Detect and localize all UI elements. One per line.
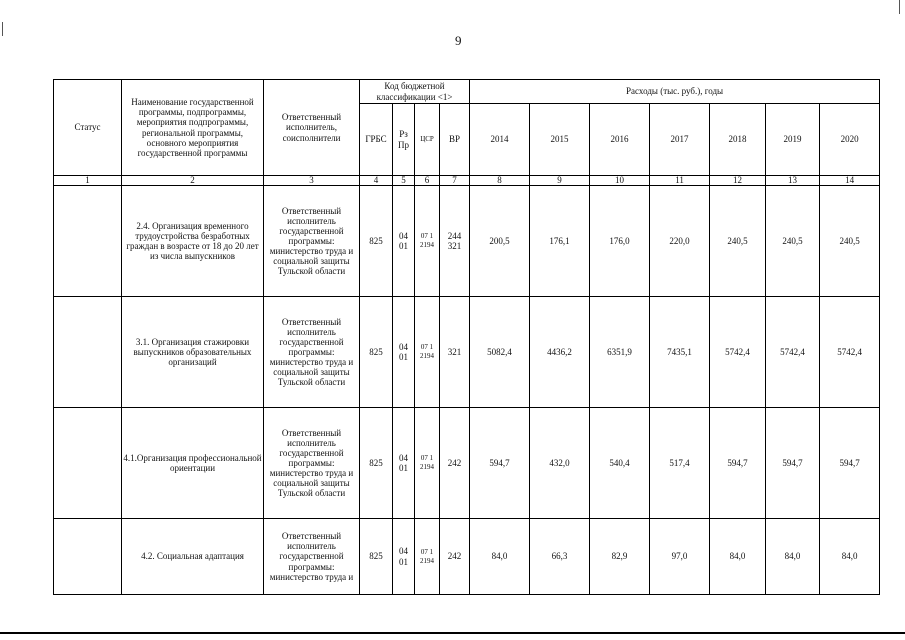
vr-cell — [440, 519, 470, 595]
rz-value: 04 — [399, 546, 408, 557]
vr-value: 242 — [447, 551, 462, 562]
scan-bottom-border — [0, 632, 905, 634]
scan-edge-mark — [2, 22, 3, 36]
header-pr: Пр — [398, 139, 409, 150]
header-name: Наименование государственной программы, подпрограммы, мероприятия подпрограммы, региональной программы, основного мероприятия государственной программы — [122, 80, 264, 176]
csr-value-top: 07 1 — [420, 232, 434, 241]
expense-cell: 517,4 — [650, 408, 710, 519]
header-expenses: Расходы (тыс. руб.), годы — [470, 80, 880, 104]
csr-value-bottom: 2194 — [420, 556, 434, 565]
rz-value: 04 — [399, 230, 408, 241]
expense-cell: 594,7 — [470, 408, 530, 519]
rzpr-cell — [393, 297, 415, 408]
expense-cell: 432,0 — [530, 408, 590, 519]
column-number: 13 — [766, 176, 820, 186]
expense-cell: 7435,1 — [650, 297, 710, 408]
csr-value-bottom: 2194 — [420, 352, 434, 360]
column-number: 9 — [530, 176, 590, 186]
column-number: 14 — [820, 176, 880, 186]
expense-cell: 84,0 — [766, 519, 820, 595]
rz-value: 04 — [399, 452, 408, 463]
expense-cell: 5082,4 — [470, 297, 530, 408]
activity-name-cell: 4.1.Организация профессиональной ориентации — [122, 408, 264, 519]
header-year: 2015 — [530, 104, 590, 176]
column-number: 2 — [122, 176, 264, 186]
grbs-cell: 825 — [360, 408, 393, 519]
expense-cell: 240,5 — [710, 186, 766, 297]
expense-cell: 66,3 — [530, 519, 590, 595]
rzpr-cell — [393, 186, 415, 297]
scan-edge-mark — [899, 0, 900, 14]
rzpr-cell — [393, 519, 415, 595]
status-cell — [54, 297, 122, 408]
column-number: 10 — [590, 176, 650, 186]
header-grbs: ГРБС — [360, 104, 393, 176]
header-year: 2014 — [470, 104, 530, 176]
csr-cell — [415, 297, 440, 408]
column-number: 4 — [360, 176, 393, 186]
csr-value-bottom: 2194 — [420, 241, 434, 249]
expense-cell: 240,5 — [766, 186, 820, 297]
budget-expenses-table — [53, 79, 880, 595]
table-row — [54, 297, 880, 408]
status-cell — [54, 408, 122, 519]
csr-cell — [415, 408, 440, 519]
expense-cell: 540,4 — [590, 408, 650, 519]
vr-cell — [440, 186, 470, 297]
expense-cell: 594,7 — [766, 408, 820, 519]
grbs-cell: 825 — [360, 519, 393, 595]
vr-value: 242 — [447, 457, 462, 468]
column-number-row — [54, 176, 880, 186]
executor-cell: Ответственный исполнитель государственной программы: министерство труда и социальной защиты Тульской области — [264, 186, 360, 297]
expense-cell: 220,0 — [650, 186, 710, 297]
vr-cell — [440, 408, 470, 519]
expense-cell: 84,0 — [820, 519, 880, 595]
activity-name-cell: 4.2. Социальная адаптация — [122, 519, 264, 595]
grbs-cell: 825 — [360, 186, 393, 297]
expense-cell: 5742,4 — [820, 297, 880, 408]
expense-cell: 82,9 — [590, 519, 650, 595]
csr-value-top: 07 1 — [420, 343, 434, 352]
executor-cell: Ответственный исполнитель государственной программы: министерство труда и — [264, 519, 360, 595]
status-cell — [54, 186, 122, 297]
vr-value: 244 — [447, 230, 462, 241]
expense-cell: 97,0 — [650, 519, 710, 595]
csr-value-top: 07 1 — [420, 454, 434, 463]
table-row — [54, 186, 880, 297]
activity-name-cell: 2.4. Организация временного трудоустройства безработных граждан в возрасте от 18 до 20 лет из числа выпускников — [122, 186, 264, 297]
header-year: 2020 — [820, 104, 880, 176]
expense-cell: 6351,9 — [590, 297, 650, 408]
expense-cell: 594,7 — [710, 408, 766, 519]
header-year: 2019 — [766, 104, 820, 176]
header-status: Статус — [54, 80, 122, 176]
pr-value: 01 — [399, 241, 408, 251]
executor-cell: Ответственный исполнитель государственной программы: министерство труда и социальной защиты Тульской области — [264, 297, 360, 408]
table-row — [54, 519, 880, 595]
vr-value: 321 — [447, 346, 462, 357]
csr-value-top: 07 1 — [420, 547, 434, 556]
header-row-top — [54, 80, 880, 104]
expense-cell: 4436,2 — [530, 297, 590, 408]
column-number: 7 — [440, 176, 470, 186]
header-rz: Рз — [399, 129, 408, 140]
expense-cell: 594,7 — [820, 408, 880, 519]
header-csr: ЦСР — [415, 104, 440, 176]
grbs-cell: 825 — [360, 297, 393, 408]
header-budget-code: Код бюджетной классификации <1> — [360, 80, 470, 104]
page-number: 9 — [455, 33, 462, 48]
pr-value: 01 — [399, 352, 408, 362]
expense-cell: 176,0 — [590, 186, 650, 297]
executor-cell: Ответственный исполнитель государственной программы: министерство труда и социальной защиты Тульской области — [264, 408, 360, 519]
csr-value-bottom: 2194 — [420, 463, 434, 471]
column-number: 1 — [54, 176, 122, 186]
column-number: 3 — [264, 176, 360, 186]
expense-cell: 84,0 — [470, 519, 530, 595]
rz-value: 04 — [399, 341, 408, 352]
expense-cell: 240,5 — [820, 186, 880, 297]
header-year: 2018 — [710, 104, 766, 176]
expense-cell: 200,5 — [470, 186, 530, 297]
expense-cell: 5742,4 — [766, 297, 820, 408]
column-number: 6 — [415, 176, 440, 186]
header-vr: ВР — [440, 104, 470, 176]
header-rzpr — [393, 104, 415, 176]
expense-cell: 84,0 — [710, 519, 766, 595]
column-number: 8 — [470, 176, 530, 186]
header-executor: Ответственный исполнитель, соисполнители — [264, 80, 360, 176]
csr-cell — [415, 519, 440, 595]
expense-cell: 176,1 — [530, 186, 590, 297]
vr-cell — [440, 297, 470, 408]
header-year: 2017 — [650, 104, 710, 176]
pr-value: 01 — [399, 556, 408, 567]
table-row — [54, 408, 880, 519]
csr-cell — [415, 186, 440, 297]
header-year: 2016 — [590, 104, 650, 176]
column-number: 5 — [393, 176, 415, 186]
vr-value: 321 — [447, 241, 462, 251]
column-number: 11 — [650, 176, 710, 186]
activity-name-cell: 3.1. Организация стажировки выпускников образовательных организаций — [122, 297, 264, 408]
column-number: 12 — [710, 176, 766, 186]
rzpr-cell — [393, 408, 415, 519]
pr-value: 01 — [399, 463, 408, 473]
expense-cell: 5742,4 — [710, 297, 766, 408]
status-cell — [54, 519, 122, 595]
